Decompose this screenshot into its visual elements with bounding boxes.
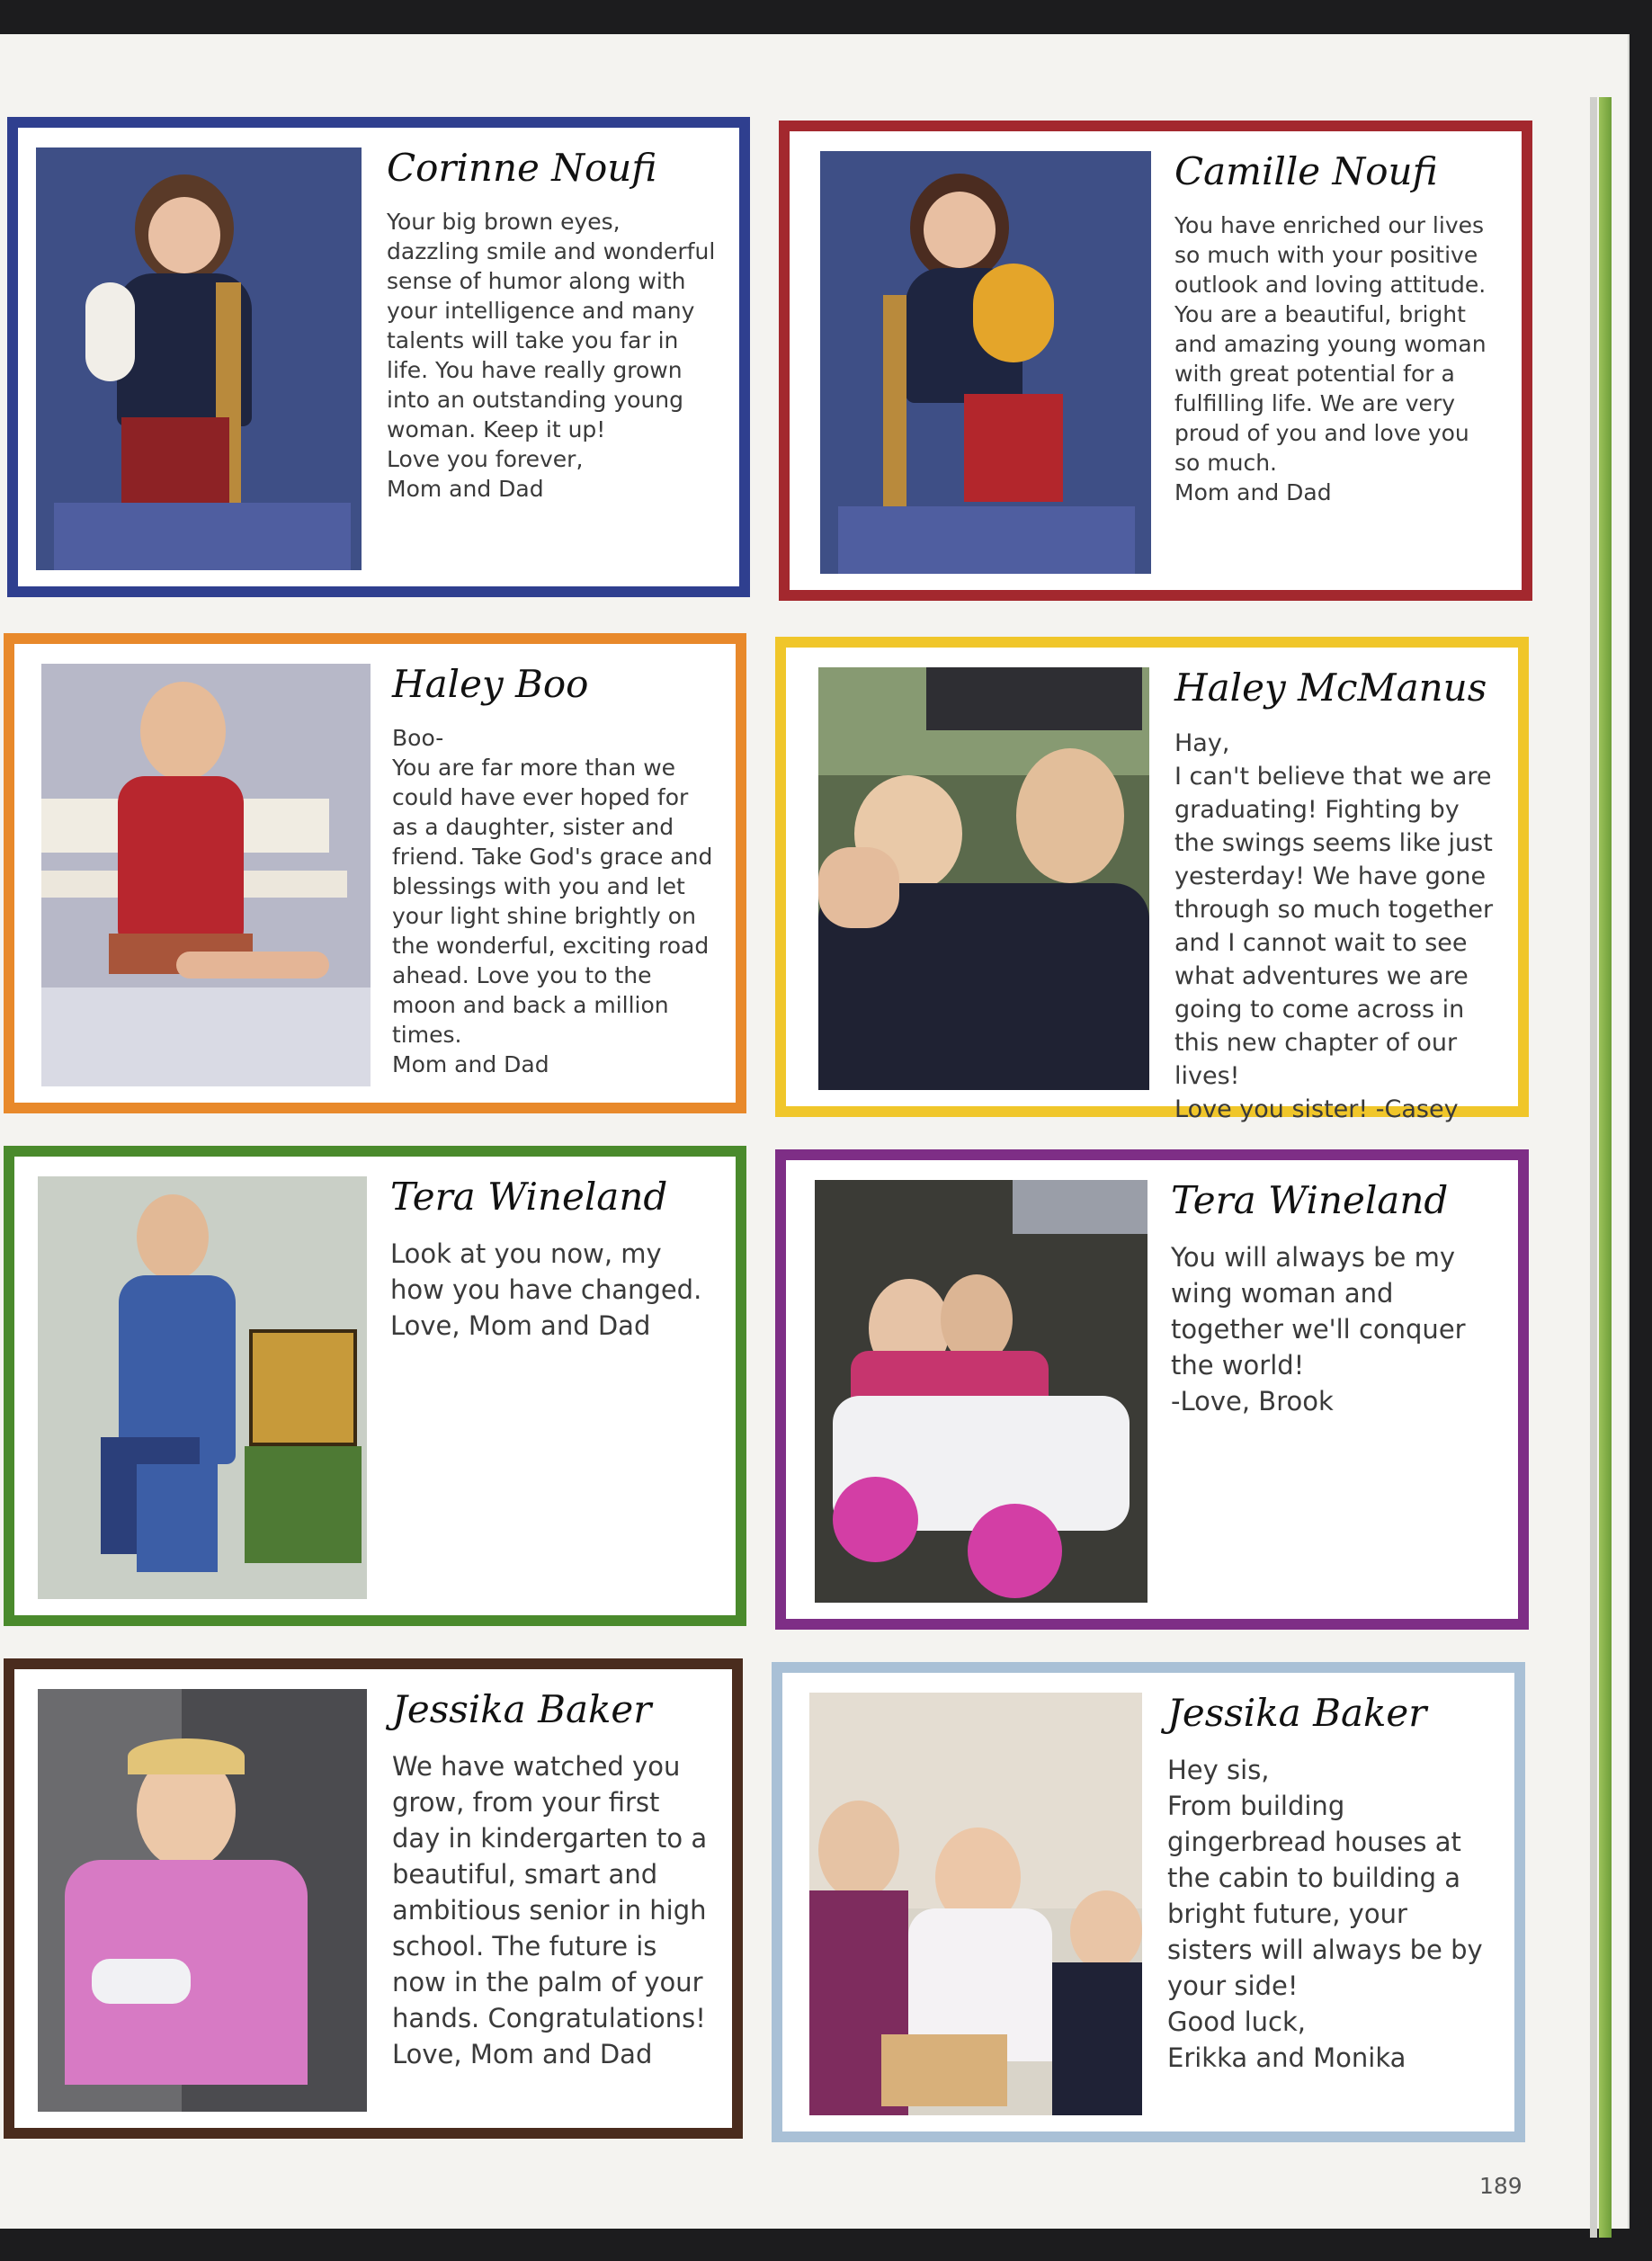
message-text: Boo- You are far more than we could have ever hoped for as a daughter, sister and friend. Take God's grace and blessings with you and let your light shine brightly on the wonderful, exciting road ahead. Love you to the moon and back a million times. Mom and Dad: [392, 725, 713, 1078]
ad-card-camille-noufi: [779, 121, 1532, 601]
ad-card-haley-mcmanus: [775, 637, 1529, 1124]
photo-sisters-gingerbread: [809, 1693, 1142, 2115]
student-name: Camille Noufi: [1174, 149, 1438, 193]
ad-card-jessika-baker-1: [4, 1658, 743, 2139]
ad-card-tera-wineland-1: [4, 1146, 746, 1626]
photo-two-kids-waving: [818, 667, 1149, 1090]
photo-girl-in-car: [38, 1689, 367, 2112]
photo-girl-with-blocks: [38, 1176, 367, 1599]
photo-girl-rocking-chair-bear: [820, 151, 1151, 574]
student-name: Tera Wineland: [390, 1175, 668, 1219]
message-text: You have enriched our lives so much with your positive outlook and loving attitude. You are a beautiful, bright and amazing young woman with great potential for a fulfilling life. We are very proud of you and love you so much. Mom and Dad: [1174, 212, 1487, 506]
page-edge-green: [1599, 97, 1612, 2238]
message-text: Hay, I can't believe that we are graduating! Fighting by the swings seems like just yesterday! We have gone through so much together and I cannot wait to see what adventures we are going to come across in this new chapter of our lives! Love you sister! -Casey: [1174, 729, 1494, 1124]
student-name: Jessika Baker: [1167, 1691, 1427, 1735]
student-name: Jessika Baker: [392, 1687, 652, 1731]
photo-girl-rocking-chair-doll: [36, 147, 362, 570]
student-name: Haley McManus: [1174, 666, 1487, 710]
photo-baby-on-bench: [41, 664, 371, 1086]
page-number: 189: [1479, 2173, 1523, 2199]
student-name: Tera Wineland: [1171, 1178, 1449, 1222]
ad-card-haley-boo: [4, 633, 746, 1113]
student-name: Corinne Noufi: [387, 146, 657, 190]
message-text: We have watched you grow, from your first day in kindergarten to a beautiful, smart and ambitious senior in high school. The future is now in the palm of your hands. Congratulations! Love, Mom and Dad: [392, 1751, 708, 2070]
message-text: Your big brown eyes, dazzling smile and wonderful sense of humor along with your intelligence and many talents will take you far in life. You have really grown into an outstanding young woman. Keep it up! Love you forever, Mom and Dad: [387, 209, 716, 503]
student-name: Haley Boo: [392, 662, 589, 706]
yearbook-page: [0, 34, 1630, 2229]
ad-card-jessika-baker-2: [772, 1662, 1525, 2142]
ad-card-tera-wineland-2: [775, 1149, 1529, 1630]
message-text: Look at you now, my how you have changed. Love, Mom and Dad: [390, 1238, 702, 1342]
page-edge-gray: [1590, 97, 1597, 2238]
ad-card-corinne-noufi: [7, 117, 750, 597]
message-text: Hey sis, From building gingerbread houses at the cabin to building a bright future, your sisters will always be by your side! Good luck, Erikka and Monika: [1167, 1755, 1483, 2074]
photo-kids-toy-jeep: [815, 1180, 1147, 1603]
message-text: You will always be my wing woman and together we'll conquer the world! -Love, Brook: [1171, 1242, 1466, 1417]
